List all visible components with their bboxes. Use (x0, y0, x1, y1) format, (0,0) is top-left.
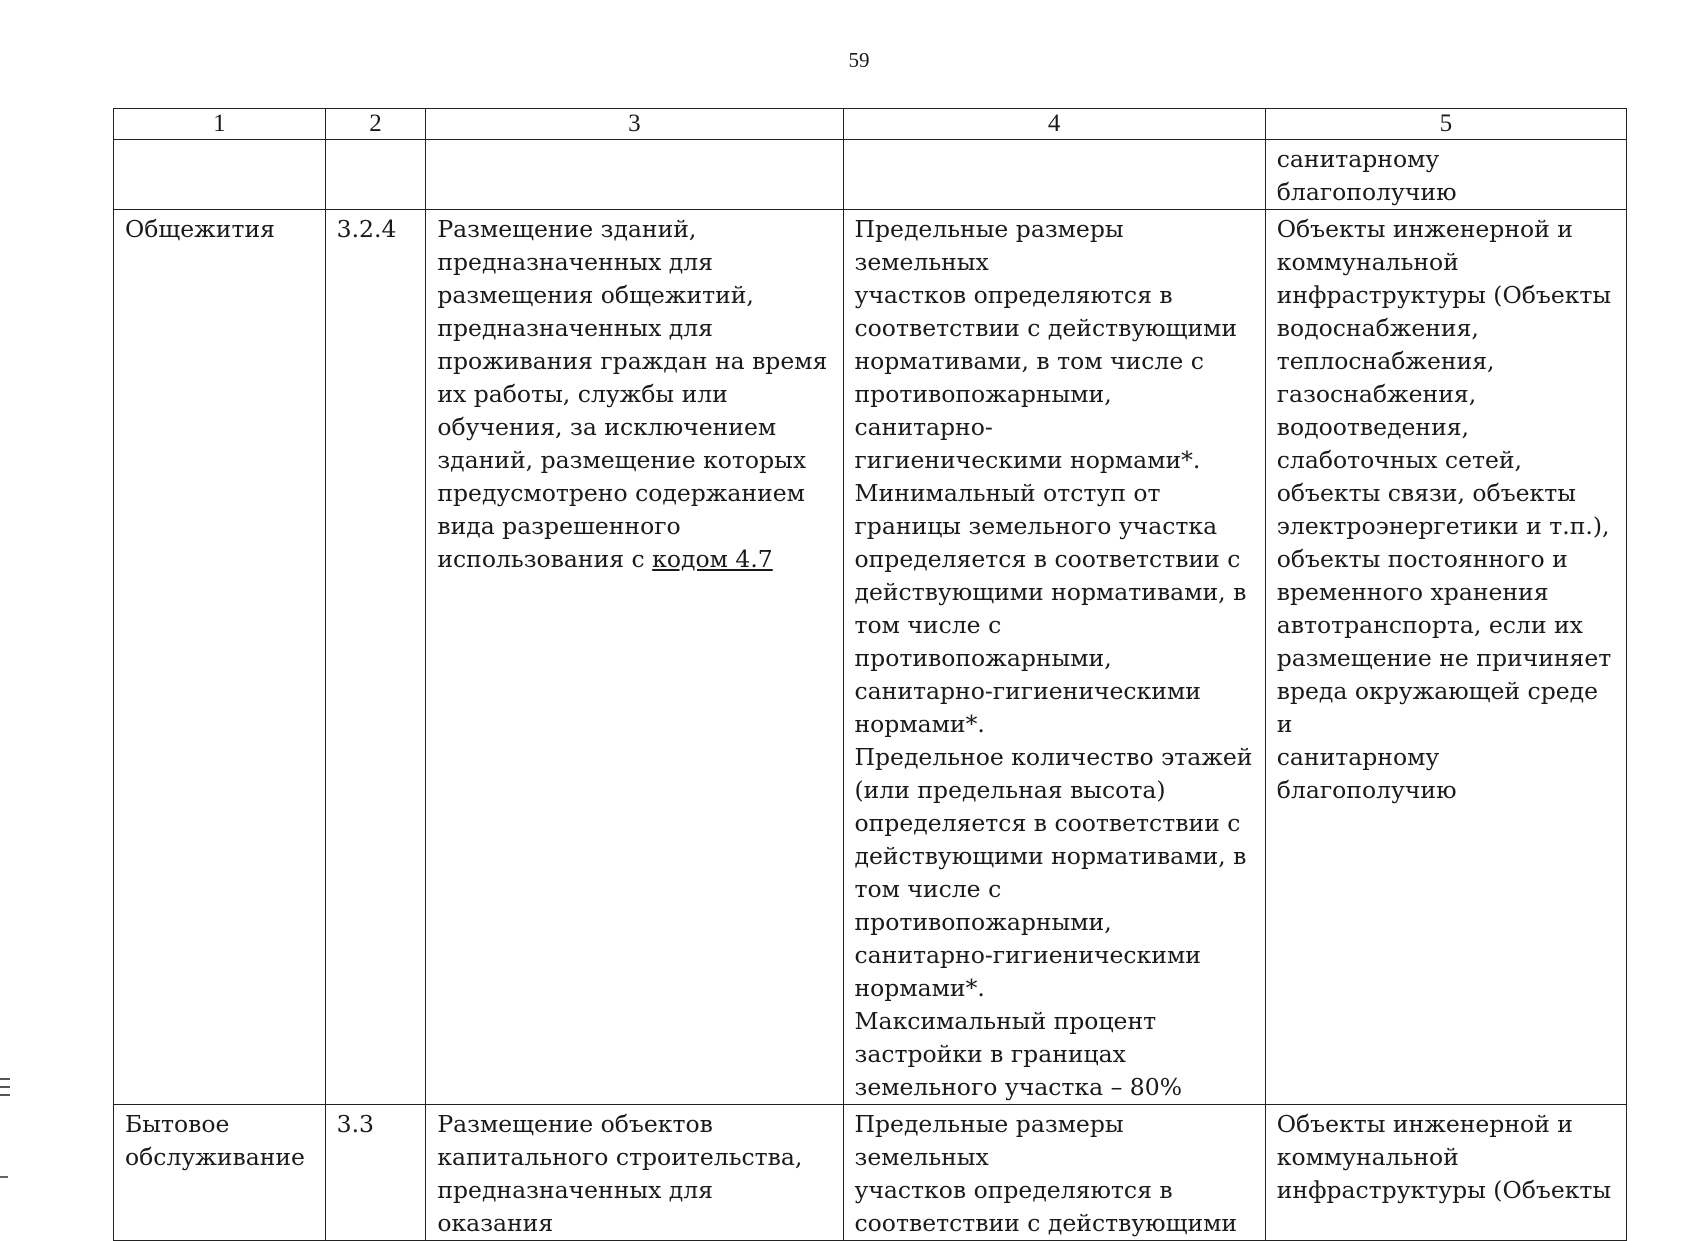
table-row (114, 140, 1627, 210)
auxiliary-uses-cell: Объекты инженерной и коммунальной инфраструктуры (Объекты (1265, 1105, 1626, 1241)
parameters-cell: Предельные размеры земельных участков определяются в соответствии с действующими (843, 1105, 1265, 1241)
use-name-cell: Бытовое обслуживание (114, 1105, 326, 1241)
parameters-cell (843, 140, 1265, 210)
header-cell-1: 1 (114, 109, 326, 140)
zoning-table (113, 108, 1627, 1241)
use-code-cell: 3.2.4 (325, 210, 426, 1105)
use-description-text: Размещение зданий, предназначенных для размещения общежитий, предназначенных для проживания граждан на время их работы, службы или обучения, за исключением зданий, размещение которых предусмотрено содержанием вида разрешенного использования с (437, 215, 828, 573)
use-name-cell (114, 140, 326, 210)
auxiliary-uses-cell: санитарному благополучию (1265, 140, 1626, 210)
header-cell-4: 4 (843, 109, 1265, 140)
use-description-cell (426, 210, 843, 1105)
table-row (114, 1105, 1627, 1241)
use-code-cell: 3.3 (325, 1105, 426, 1241)
table-row (114, 210, 1627, 1105)
scan-margin-tick (0, 1176, 8, 1178)
header-cell-3: 3 (426, 109, 843, 140)
use-name-cell: Общежития (114, 210, 326, 1105)
code-reference-link[interactable]: кодом 4.7 (652, 545, 773, 573)
header-cell-5: 5 (1265, 109, 1626, 140)
use-description-cell (426, 140, 843, 210)
use-description-cell: Размещение объектов капитального строительства, предназначенных для оказания (426, 1105, 843, 1241)
page-number: 59 (848, 48, 870, 72)
scan-margin-mark (0, 1078, 10, 1096)
header-cell-2: 2 (325, 109, 426, 140)
use-code-cell (325, 140, 426, 210)
table-header-row (114, 109, 1627, 140)
auxiliary-uses-cell: Объекты инженерной и коммунальной инфраструктуры (Объекты водоснабжения, теплоснабжения, газоснабжения, водоотведения, слаботочных сетей, объекты связи, объекты электроэнергетики и т.п.), объекты постоянного и временного хранения автотранспорта, если их размещение не причиняет вреда окружающей среде и санитарному благополучию (1265, 210, 1626, 1105)
parameters-cell: Предельные размеры земельных участков определяются в соответствии с действующими нормативами, в том числе с противопожарными, санитарно- гигиеническими нормами*. Минимальный отступ от границы земельного участка определяется в соответствии с действующими нормативами, в том числе с противопожарными, санитарно-гигиеническими нормами*. Предельное количество этажей (или предельная высота) определяется в соответствии с действующими нормативами, в том числе с противопожарными, санитарно-гигиеническими нормами*. Максимальный процент застройки в границах земельного участка – 80% (843, 210, 1265, 1105)
